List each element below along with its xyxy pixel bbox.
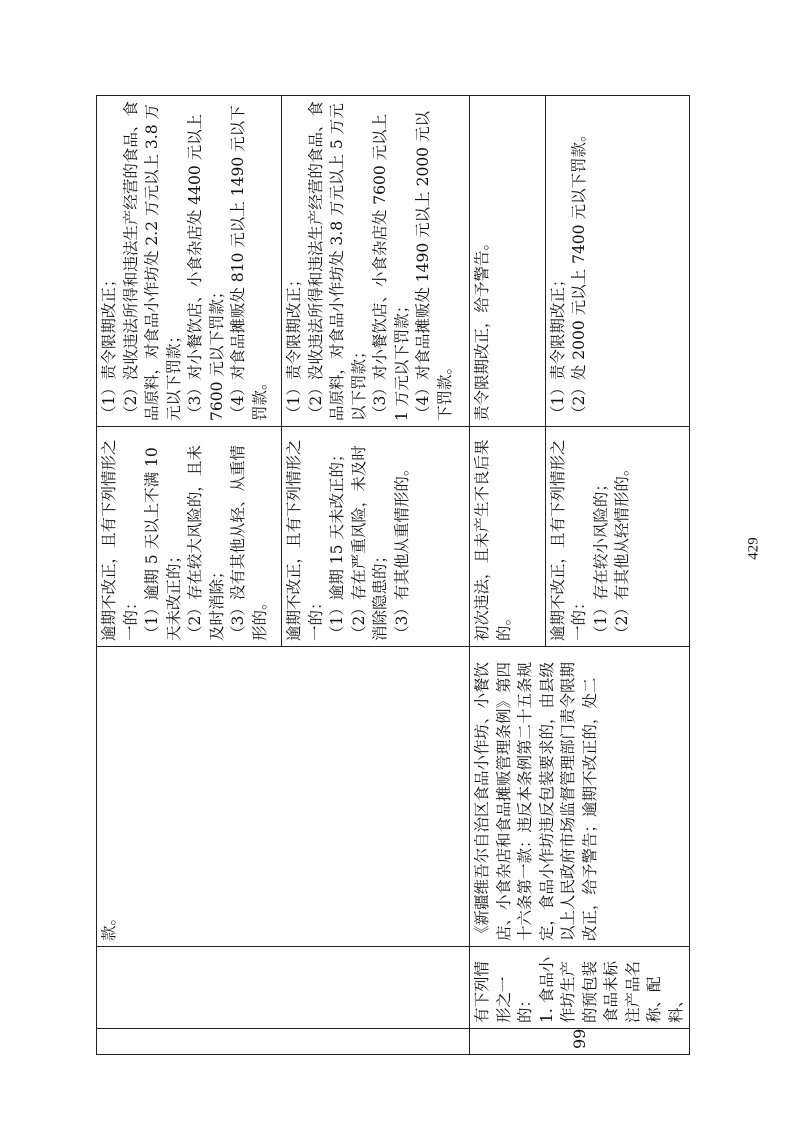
penalty-text: （1）责令限期改正； （2）没收违法所得和违法生产经营的食品、食品原料，对食品小作坊处 2.2 万元以上 3.8 万元以下罚款； （3）对小餐饮店、小食杂店处 4400 元以上 7600 元以下罚款； （4）对食品摊贩处 810 元以上 1490 元以下罚款。 [100,101,269,421]
legal-basis-text: 《新疆维吾尔自治区食品小作坊、小餐饮店、小食杂店和食品摊贩管理条例》第四十六条第一款：违反本条例第二十五条规定，食品小作坊违反包装要求的，由县级以上人民政府市场监督管理部门责令限期改正，给予警告；逾期不改正的，处二 [473,661,599,941]
circumstance-cell [282,427,470,647]
seq-cell [97,1029,470,1055]
penalty-text: 责令限期改正，给予警告。 [473,234,491,421]
penalty-cell [470,96,546,427]
penalty-standards-table [96,95,690,1055]
legal-basis-text: 款。 [100,909,118,941]
penalty-cell [282,96,470,427]
violation-text: 有下列情形之一的： 1. 食品小作坊生产的预包装食品未标注产品名称、配料、 [473,956,685,1023]
rotated-table-wrapper [96,95,685,1055]
legal-basis-cell [470,647,690,947]
seq-number: 99 [569,1028,589,1049]
circumstance-text: 逾期不改正，且有下列情形之一的： （1）逾期 5 天以上不满 10 天未改正的； （2）存在较大风险的，且未及时消除； （3）没有其他从轻、从重情形的。 [100,439,269,641]
circumstance-text: 逾期不改正，且有下列情形之一的： （1）逾期 15 天未改正的； （2）存在严重风险，未及时消除隐患的； （3）有其他从重情形的。 [285,439,411,641]
circumstance-cell [97,427,282,647]
table-row [470,96,546,1055]
circumstance-cell [470,427,546,647]
violation-cell [470,947,690,1029]
seq-cell [470,1029,690,1055]
page-number: 429 [745,537,762,560]
penalty-cell [545,96,689,427]
circumstance-text: 逾期不改正，且有下列情形之一的： （1）存在较小风险的； （2）有其他从轻情形的。 [548,439,632,641]
table-row [97,96,282,1055]
penalty-text: （1）责令限期改正； （2）没收违法所得和违法生产经营的食品、食品原料，对食品小作坊处 3.8 万元以上 5 万元以下罚款； （3）对小餐饮店、小食杂店处 7600 元以上 1 万元以下罚款； （4）对食品摊贩处 1490 元以上 2000 元以下罚款。 [285,101,454,421]
legal-basis-cell [97,647,470,947]
penalty-text: （1）责令限期改正； （2）处 2000 元以上 7400 元以下罚款。 [548,126,589,421]
penalty-cell [97,96,282,427]
violation-cell [97,947,470,1029]
circumstance-cell [545,427,689,647]
circumstance-text: 初次违法，且未产生不良后果的。 [473,439,513,641]
